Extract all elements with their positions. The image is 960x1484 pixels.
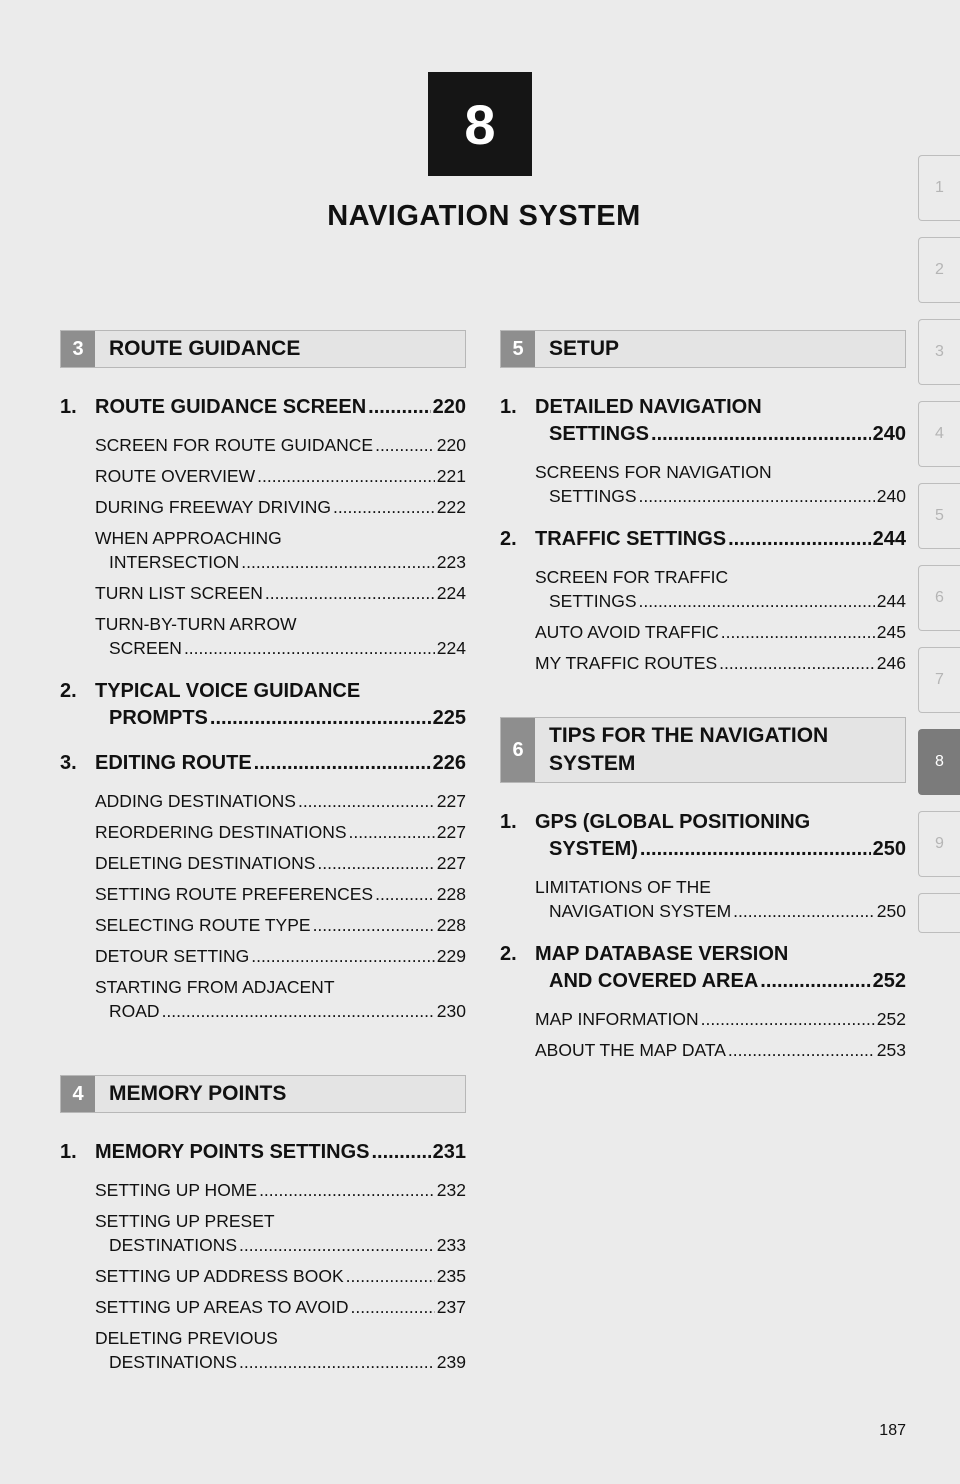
toc-subitem[interactable] [95,581,466,605]
toc-subitem[interactable] [95,913,466,937]
item-page: 226 [432,752,466,774]
item-number: 2. [500,528,517,550]
subitem-page: 253 [876,1040,906,1060]
section-header-route-guidance [60,330,466,368]
toc-subitem[interactable] [535,565,906,613]
section-number: 3 [61,331,95,367]
item-number: 1. [500,811,517,833]
chapter-number: 8 [464,92,496,156]
section-title: SETUP [549,337,620,360]
toc-subitem[interactable] [95,1295,466,1319]
right-column [500,330,906,1080]
subitem-page: 224 [436,583,466,603]
subitem-title: AUTO AVOID TRAFFIC [535,622,719,642]
toc-subitem[interactable] [95,1264,466,1288]
subitem-title: MAP INFORMATION [535,1009,699,1029]
chapter-tab-5[interactable]: 5 [918,483,960,549]
subitem-title-cont: DESTINATIONS [109,1352,238,1372]
subitem-title: SETTING UP ADDRESS BOOK [95,1266,344,1286]
item-title: DETAILED NAVIGATION [535,396,762,418]
section-header-tips [500,717,906,783]
subitem-page: 229 [436,946,466,966]
toc-subitem[interactable] [535,1007,906,1031]
toc-memory-points [60,1139,466,1374]
item-page: 244 [872,528,906,550]
item-page: 240 [872,423,906,445]
toc-subitem[interactable] [95,975,466,1023]
item-number: 3. [60,752,77,774]
section-header-setup [500,330,906,368]
subitem-title: TURN LIST SCREEN [95,583,263,603]
toc-subitem[interactable] [95,789,466,813]
item-title-cont: SETTINGS [549,423,650,445]
subitem-title: SCREENS FOR NAVIGATION [535,462,772,482]
subitem-title: ROUTE OVERVIEW [95,466,256,486]
section-title: MEMORY POINTS [109,1082,287,1105]
toc-subitem[interactable] [95,1326,466,1374]
subitem-page: 223 [436,552,466,572]
chapter-tab-7[interactable]: 7 [918,647,960,713]
item-title-cont: PROMPTS [109,707,208,729]
subitem-page: 239 [436,1352,466,1372]
subitem-page: 227 [436,853,466,873]
item-number: 1. [500,396,517,418]
item-page: 250 [872,838,906,860]
toc-item[interactable] [500,394,906,448]
subitem-title-cont: SETTINGS [549,486,637,506]
subitem-title: STARTING FROM ADJACENT [95,977,335,997]
item-title: MAP DATABASE VERSION [535,943,789,965]
subitem-title: ADDING DESTINATIONS [95,791,296,811]
subitem-page: 220 [436,435,466,455]
subitem-page: 232 [436,1180,466,1200]
subitem-title: SETTING UP HOME [95,1180,258,1200]
section-number: 6 [501,718,535,782]
subitem-title: SCREEN FOR TRAFFIC [535,567,729,587]
subitem-title: SCREEN FOR ROUTE GUIDANCE [95,435,374,455]
toc-subitem[interactable] [535,875,906,923]
section-header-memory-points [60,1075,466,1113]
item-page: 220 [432,396,466,418]
toc-subitem[interactable] [95,1209,466,1257]
page-number: 187 [879,1422,906,1439]
subitem-page: 235 [436,1266,466,1286]
item-number: 2. [60,680,77,702]
section-number: 5 [501,331,535,367]
toc-item[interactable] [500,809,906,863]
subitem-page: 250 [876,901,906,921]
toc-subitem[interactable] [95,612,466,660]
toc-subitem[interactable] [95,464,466,488]
item-title-cont: AND COVERED AREA [549,970,759,992]
toc-item[interactable] [60,1139,466,1166]
toc-route-guidance [60,394,466,1023]
toc-setup [500,394,906,675]
item-number: 1. [60,396,77,418]
chapter-tab-1[interactable]: 1 [918,155,960,221]
toc-subitem[interactable] [95,882,466,906]
subitem-title: MY TRAFFIC ROUTES [535,653,718,673]
toc-subitem[interactable] [535,1038,906,1062]
toc-subitem[interactable] [95,526,466,574]
subitem-title: DELETING PREVIOUS [95,1328,278,1348]
subitem-page: 230 [436,1001,466,1021]
chapter-tabs [918,155,960,949]
subitem-title: SELECTING ROUTE TYPE [95,915,311,935]
section-number: 4 [61,1076,95,1112]
item-title: GPS (GLOBAL POSITIONING [535,811,811,833]
subitem-page: 237 [436,1297,466,1317]
subitem-title: SETTING UP AREAS TO AVOID [95,1297,349,1317]
subitem-title-cont: DESTINATIONS [109,1235,238,1255]
toc-subitem[interactable] [95,851,466,875]
toc-item[interactable] [500,941,906,995]
toc-subitem[interactable] [95,433,466,457]
subitem-title-cont: SETTINGS [549,591,637,611]
item-number: 2. [500,943,517,965]
chapter-tab-8[interactable]: 8 [918,729,960,795]
item-title: TRAFFIC SETTINGS [535,528,727,550]
subitem-title: WHEN APPROACHING [95,528,282,548]
subitem-title: SETTING UP PRESET [95,1211,275,1231]
subitem-page: 252 [876,1009,906,1029]
subitem-title: DETOUR SETTING [95,946,250,966]
item-title-cont: SYSTEM) [549,838,638,860]
subitem-title-cont: SCREEN [109,638,182,658]
subitem-page: 227 [436,791,466,811]
subitem-title: TURN-BY-TURN ARROW [95,614,297,634]
left-column [60,330,466,1392]
toc-subitem[interactable] [535,651,906,675]
toc-subitem[interactable] [95,944,466,968]
subitem-page: 228 [436,884,466,904]
toc-subitem[interactable] [535,620,906,644]
item-title: MEMORY POINTS SETTINGS [95,1141,370,1163]
toc-subitem[interactable] [95,820,466,844]
toc-subitem[interactable] [95,495,466,519]
toc-item[interactable] [60,394,466,421]
toc-subitem[interactable] [535,460,906,508]
subitem-page: 245 [876,622,906,642]
section-title: TIPS FOR THE NAVIGATION SYSTEM [549,724,829,775]
chapter-tab-6[interactable]: 6 [918,565,960,631]
item-page: 225 [432,707,466,729]
item-page: 231 [432,1141,466,1163]
subitem-title-cont: ROAD [109,1001,160,1021]
page-title: NAVIGATION SYSTEM [327,200,641,232]
subitem-title: ABOUT THE MAP DATA [535,1040,726,1060]
subitem-page: 244 [876,591,906,611]
item-title: EDITING ROUTE [95,752,252,774]
subitem-title: DELETING DESTINATIONS [95,853,316,873]
subitem-page: 221 [436,466,466,486]
subitem-title: LIMITATIONS OF THE [535,877,711,897]
subitem-title: REORDERING DESTINATIONS [95,822,347,842]
subitem-page: 246 [876,653,906,673]
section-title: ROUTE GUIDANCE [109,337,301,360]
item-title: TYPICAL VOICE GUIDANCE [95,680,361,702]
toc-item[interactable] [500,526,906,553]
item-number: 1. [60,1141,77,1163]
subitem-page: 222 [436,497,466,517]
leader-dots [368,394,430,421]
item-page: 252 [872,970,906,992]
item-title: ROUTE GUIDANCE SCREEN [95,396,367,418]
toc-tips [500,809,906,1062]
toc-subitem[interactable] [95,1178,466,1202]
subitem-page: 227 [436,822,466,842]
chapter-tab-3[interactable]: 3 [918,319,960,385]
subitem-page: 233 [436,1235,466,1255]
subitem-title-cont: NAVIGATION SYSTEM [549,901,732,921]
chapter-number-badge [428,72,532,176]
chapter-tab-index[interactable] [918,893,960,933]
toc-item[interactable] [60,750,466,777]
subitem-page: 240 [876,486,906,506]
subitem-title-cont: INTERSECTION [109,552,240,572]
subitem-title: SETTING ROUTE PREFERENCES [95,884,374,904]
chapter-tab-4[interactable]: 4 [918,401,960,467]
toc-item[interactable] [60,678,466,732]
subitem-page: 224 [436,638,466,658]
subitem-title: DURING FREEWAY DRIVING [95,497,331,517]
subitem-page: 228 [436,915,466,935]
chapter-tab-2[interactable]: 2 [918,237,960,303]
chapter-tab-9[interactable]: 9 [918,811,960,877]
